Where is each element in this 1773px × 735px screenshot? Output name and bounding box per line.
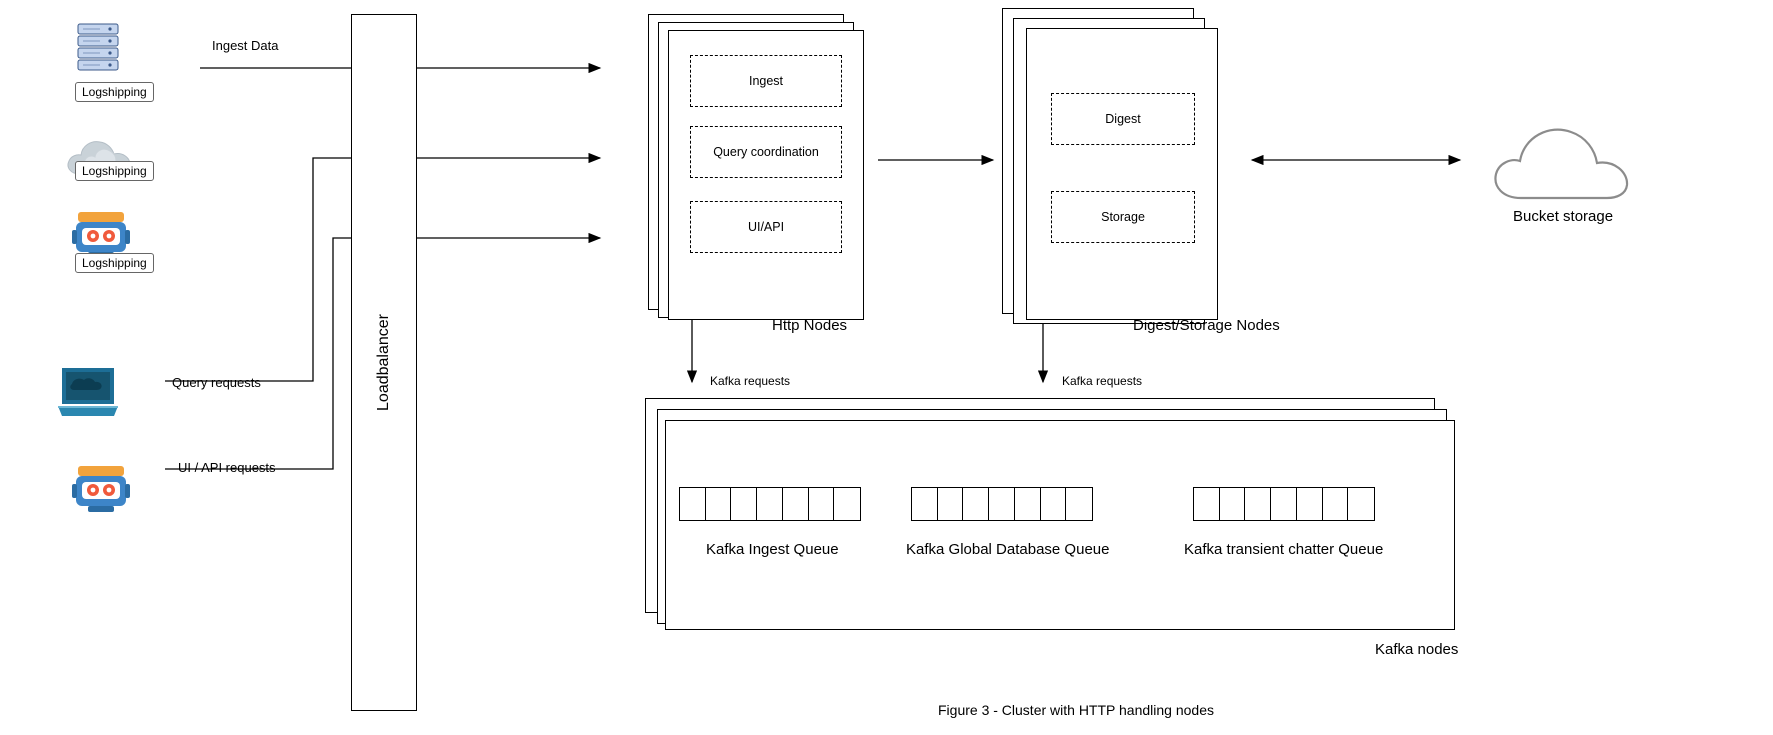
queue-cell	[1220, 488, 1246, 520]
queue-cell	[1066, 488, 1092, 520]
kafka-requests-http-label: Kafka requests	[710, 374, 791, 388]
queue-cell	[938, 488, 964, 520]
http-nodes-label: Http Nodes	[772, 317, 848, 334]
digest-nodes-label: Digest/Storage Nodes	[1133, 317, 1280, 334]
digest-node-card-front	[1026, 28, 1218, 320]
kafka-transient-chatter-queue-label: Kafka transient chatter Queue	[1184, 541, 1384, 558]
http-component-ui-api	[690, 201, 842, 253]
http-component-ingest-label: Ingest	[748, 74, 784, 88]
digest-component-digest	[1051, 93, 1195, 145]
bucket-storage-label: Bucket storage	[1513, 208, 1614, 225]
queue-cell	[1297, 488, 1323, 520]
kafka-node-card-front	[665, 420, 1455, 630]
kafka-transient-chatter-queue	[1193, 487, 1375, 521]
queue-cell	[912, 488, 938, 520]
queue-cell	[1323, 488, 1349, 520]
queue-cell	[1015, 488, 1041, 520]
kafka-requests-digest-label: Kafka requests	[1062, 374, 1143, 388]
source-label-2: Logshipping	[75, 253, 154, 273]
kafka-nodes-label: Kafka nodes	[1375, 641, 1459, 658]
source-label-1: Logshipping	[75, 161, 154, 181]
figure-caption: Figure 3 - Cluster with HTTP handling nodes	[938, 702, 1214, 718]
queue-cell	[731, 488, 757, 520]
queue-cell	[989, 488, 1015, 520]
queue-cell	[757, 488, 783, 520]
queue-cell	[1348, 488, 1374, 520]
http-node-card-front	[668, 30, 864, 320]
queue-cell	[963, 488, 989, 520]
loadbalancer-label-wrap	[351, 14, 417, 711]
kafka-global-database-queue	[911, 487, 1093, 521]
http-component-ingest	[690, 55, 842, 107]
digest-component-storage	[1051, 191, 1195, 243]
queue-cell	[809, 488, 835, 520]
queue-cell	[834, 488, 860, 520]
queue-cell	[1245, 488, 1271, 520]
ingest-data-label: Ingest Data	[212, 38, 279, 53]
database-stack-icon	[70, 18, 132, 85]
queue-cell	[1194, 488, 1220, 520]
http-component-ui-api-label: UI/API	[747, 220, 785, 234]
queue-cell	[783, 488, 809, 520]
queue-cell	[1271, 488, 1297, 520]
kafka-ingest-queue-label: Kafka Ingest Queue	[706, 541, 839, 558]
bucket-storage-cloud-icon	[1487, 118, 1635, 213]
digest-component-storage-label: Storage	[1101, 210, 1145, 224]
queue-cell	[706, 488, 732, 520]
robot-icon-client	[68, 462, 134, 523]
queue-cell	[680, 488, 706, 520]
computer-icon	[52, 360, 124, 427]
http-component-query-coordination-label: Query coordination	[713, 145, 819, 159]
http-component-query-coordination	[690, 126, 842, 178]
source-label-0: Logshipping	[75, 82, 154, 102]
loadbalancer-label: Loadbalancer	[375, 314, 392, 411]
query-requests-label: Query requests	[172, 375, 261, 390]
kafka-global-database-queue-label: Kafka Global Database Queue	[906, 541, 1110, 558]
kafka-ingest-queue	[679, 487, 861, 521]
queue-cell	[1041, 488, 1067, 520]
digest-component-digest-label: Digest	[1105, 112, 1141, 126]
ui-api-requests-label: UI / API requests	[178, 460, 276, 475]
